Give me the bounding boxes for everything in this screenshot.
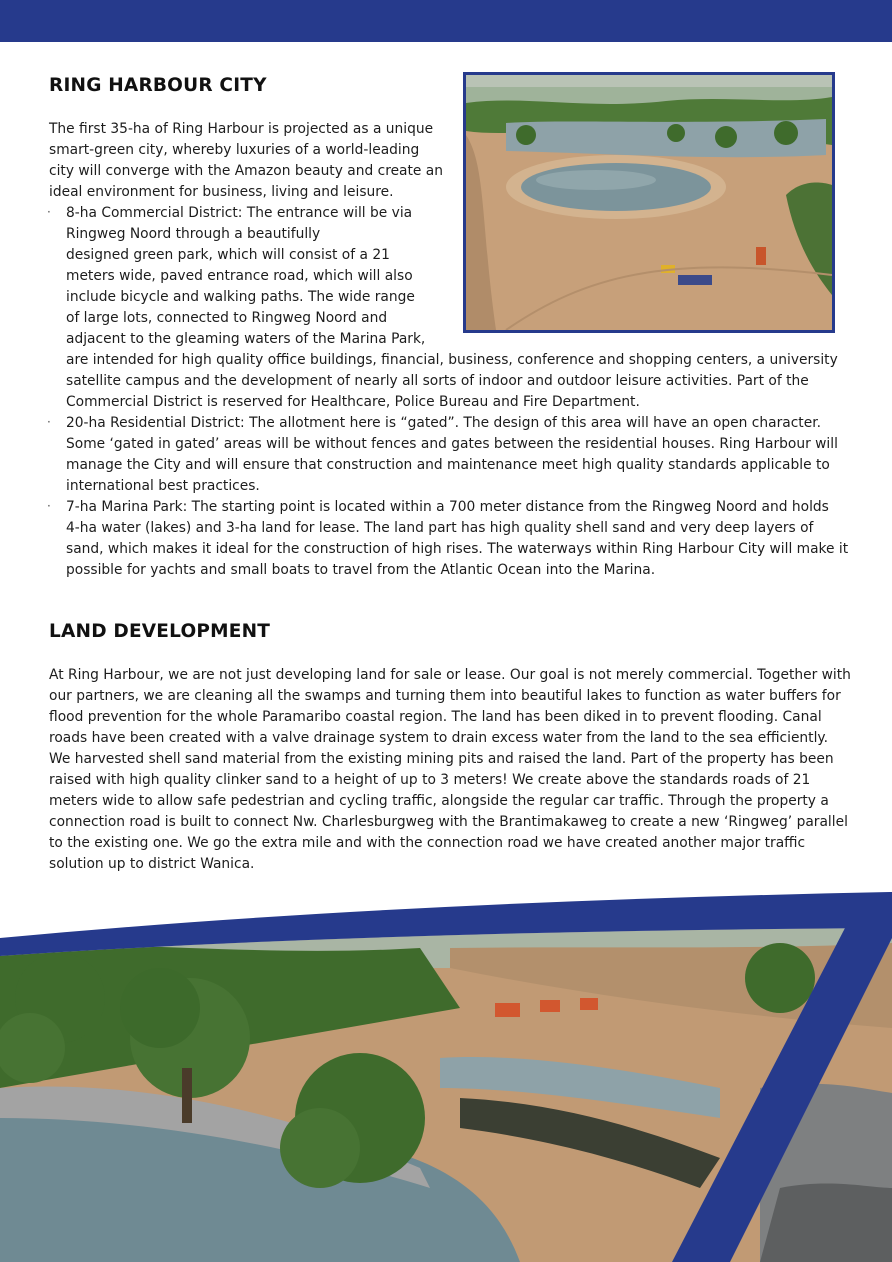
text-line: to the existing one. We go the extra mile and with the connection road we have created another major traffic (49, 835, 806, 851)
text-line: connection road is built to connect Nw. Charlesburgweg with the Brantimakaweg to create a new ‘Ringweg’ parallel (49, 814, 848, 830)
bottom-lake-construction-photo (0, 888, 892, 1262)
aerial-photo-illustration (466, 75, 832, 330)
bottom-photo-illustration (0, 888, 892, 1262)
text-line: flood prevention for the whole Paramaribo coastal region. The land has been diked in to prevent flooding. Canal (49, 709, 822, 725)
text-line: satellite campus and the development of nearly all sorts of indoor and outdoor leisure activities. Part of the (66, 373, 809, 389)
land-development-paragraph (49, 665, 851, 875)
aerial-construction-photo (463, 72, 835, 333)
top-header-bar (0, 0, 892, 42)
text-line: roads have been created with a valve drainage system to drain excess water from the land to the sea efficiently. (49, 730, 829, 746)
text-line: Some ‘gated in gated’ areas will be without fences and gates between the residential houses. Ring Harbour will (66, 436, 838, 452)
text-line: smart-green city, whereby luxuries of a world-leading (49, 142, 420, 158)
text-line: Ringweg Noord through a beautifully (66, 226, 321, 242)
text-line: include bicycle and walking paths. The wide range (66, 289, 415, 305)
text-line: raised with high quality clinker sand to a height of up to 3 meters! We create above the standards roads of 21 (49, 772, 811, 788)
ring-intro-paragraph (49, 119, 443, 203)
text-line: sand, which makes it ideal for the construction of high rises. The waterways within Ring Harbour City will make it (66, 541, 849, 557)
text-line: solution up to district Wanica. (49, 856, 255, 872)
bullet-marker: · (47, 205, 51, 219)
bullet-residential-district (66, 413, 838, 497)
bullet-marker: · (47, 499, 51, 513)
text-line: 7-ha Marina Park: The starting point is located within a 700 meter distance from the Ringweg Noord and holds (66, 499, 829, 515)
bullet-marker: · (47, 415, 51, 429)
text-line: meters wide, paved entrance road, which will also (66, 268, 413, 284)
text-line: our partners, we are cleaning all the swamps and turning them into beautiful lakes to function as water buffers for (49, 688, 841, 704)
text-line: city will converge with the Amazon beauty and create an (49, 163, 443, 179)
text-line: We harvested shell sand material from the existing mining pits and raised the land. Part of the property has been (49, 751, 834, 767)
text-line: ideal environment for business, living and leisure. (49, 184, 394, 200)
text-line: Commercial District is reserved for Healthcare, Police Bureau and Fire Department. (66, 394, 640, 410)
text-line: 8-ha Commercial District: The entrance will be via (66, 205, 413, 221)
text-line: of large lots, connected to Ringweg Noord and (66, 310, 388, 326)
bullet-marina-park (66, 497, 848, 581)
section-title-ring-harbour-city: RING HARBOUR CITY (49, 75, 267, 96)
text-line: international best practices. (66, 478, 260, 494)
text-line: possible for yachts and small boats to travel from the Atlantic Ocean into the Marina. (66, 562, 656, 578)
text-line: adjacent to the gleaming waters of the Marina Park, (66, 331, 426, 347)
text-line: meters wide to allow safe pedestrian and cycling traffic, alongside the regular car traffic. Through the property a (49, 793, 829, 809)
text-line: designed green park, which will consist of a 21 (66, 247, 390, 263)
text-line: manage the City and will ensure that construction and maintenance meet high quality standards applicable to (66, 457, 830, 473)
text-line: At Ring Harbour, we are not just developing land for sale or lease. Our goal is not merely commercial. Together with (49, 667, 851, 683)
text-line: 4-ha water (lakes) and 3-ha land for lease. The land part has high quality shell sand and very deep layers of (66, 520, 814, 536)
text-line: 20-ha Residential District: The allotment here is “gated”. The design of this area will have an open character. (66, 415, 821, 431)
text-line: The first 35-ha of Ring Harbour is projected as a unique (49, 121, 434, 137)
section-title-land-development: LAND DEVELOPMENT (49, 621, 271, 642)
text-line: are intended for high quality office buildings, financial, business, conference and shopping centers, a university (66, 352, 838, 368)
